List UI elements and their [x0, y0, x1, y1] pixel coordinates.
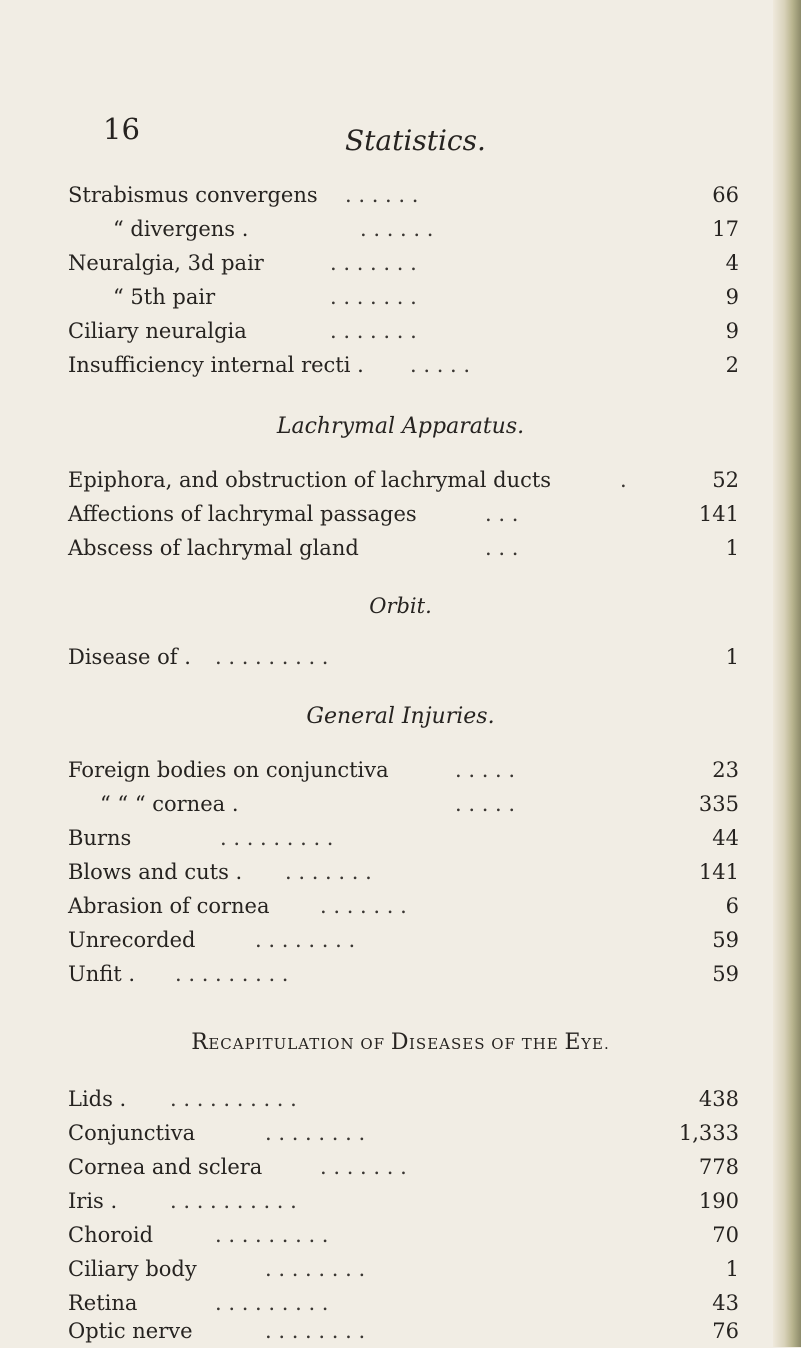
leader-dots: . . . . . . . . — [265, 1319, 366, 1343]
leader-dots: . . . . . . — [360, 217, 434, 241]
item-value: 76 — [712, 1319, 739, 1343]
heading-part: ECAPITULATION OF — [208, 1035, 391, 1053]
heading-part: R — [191, 1030, 209, 1055]
item-label: Unrecorded — [68, 928, 196, 952]
section-heading: Lachrymal Apparatus. — [276, 414, 525, 439]
item-value: 190 — [698, 1189, 739, 1213]
item-label: Abscess of lachrymal gland — [68, 536, 359, 560]
heading-part: YE. — [581, 1035, 610, 1053]
list-item — [0, 497, 801, 531]
item-label: Blows and cuts . — [68, 860, 243, 884]
item-value: 1,333 — [678, 1121, 739, 1145]
section-heading: Orbit. — [369, 594, 432, 618]
section-heading — [0, 1030, 801, 1055]
list-item — [0, 1218, 801, 1252]
list-item — [0, 753, 801, 787]
item-label: Abrasion of cornea — [68, 894, 270, 918]
item-label: Insufficiency internal recti . — [68, 353, 364, 377]
item-label: Choroid — [68, 1223, 154, 1247]
list-item — [0, 1082, 801, 1116]
item-label: Strabismus convergens — [68, 183, 318, 207]
leader-dots: . . . . . . . . . . — [170, 1087, 297, 1111]
list-item — [0, 1252, 801, 1286]
item-label: Epiphora, and obstruction of lachrymal ducts — [68, 468, 552, 492]
list-item — [0, 348, 801, 382]
leader-dots: . . . . . . . — [320, 1155, 407, 1179]
item-value: 43 — [712, 1291, 739, 1315]
leader-dots: . . . . . . . — [320, 894, 407, 918]
list-item — [0, 1314, 801, 1348]
list-item — [0, 280, 801, 314]
list-item — [0, 923, 801, 957]
item-label: “ divergens . — [113, 217, 249, 241]
item-value: 66 — [712, 183, 739, 207]
item-label: Conjunctiva — [68, 1121, 196, 1145]
item-value: 778 — [698, 1155, 739, 1179]
item-value: 9 — [725, 285, 739, 309]
leader-dots: . . . . . — [410, 353, 471, 377]
item-label: “ 5th pair — [113, 285, 216, 309]
item-label: Affections of lachrymal passages — [68, 502, 417, 526]
list-item — [0, 957, 801, 991]
item-value: 4 — [725, 251, 739, 275]
leader-dots: . . . . . . . — [330, 251, 417, 275]
list-item — [0, 821, 801, 855]
item-label: Neuralgia, 3d pair — [68, 251, 264, 275]
list-item — [0, 178, 801, 212]
item-value: 9 — [725, 319, 739, 343]
item-label: “ “ “ cornea . — [100, 792, 239, 816]
list-item — [0, 246, 801, 280]
page-number: 16 — [103, 112, 140, 146]
leader-dots: . . . . . . . — [285, 860, 372, 884]
item-label: Disease of . — [68, 645, 191, 669]
item-value: 1 — [725, 1257, 739, 1281]
item-value: 44 — [712, 826, 739, 850]
item-label: Burns — [68, 826, 132, 850]
list-item — [0, 314, 801, 348]
item-label: Lids . — [68, 1087, 127, 1111]
item-value: 438 — [698, 1087, 739, 1111]
heading-part: D — [390, 1030, 409, 1055]
item-value: 141 — [698, 502, 739, 526]
leader-dots: . — [620, 468, 627, 492]
leader-dots: . . . — [485, 536, 519, 560]
item-value: 70 — [712, 1223, 739, 1247]
list-item — [0, 1116, 801, 1150]
item-value: 59 — [712, 928, 739, 952]
item-label: Iris . — [68, 1189, 118, 1213]
leader-dots: . . . . . . . . . — [175, 962, 289, 986]
item-value: 335 — [698, 792, 739, 816]
list-item — [0, 1184, 801, 1218]
item-label: Retina — [68, 1291, 138, 1315]
leader-dots: . . . . . . . . — [265, 1121, 366, 1145]
leader-dots: . . . — [485, 502, 519, 526]
item-value: 59 — [712, 962, 739, 986]
leader-dots: . . . . . . . . — [265, 1257, 366, 1281]
item-value: 52 — [712, 468, 739, 492]
list-item — [0, 855, 801, 889]
leader-dots: . . . . . . . . . — [220, 826, 334, 850]
item-label: Ciliary neuralgia — [68, 319, 247, 343]
list-item — [0, 1150, 801, 1184]
item-value: 6 — [725, 894, 739, 918]
list-item — [0, 640, 801, 674]
list-item — [0, 463, 801, 497]
heading-part: E — [564, 1030, 582, 1055]
leader-dots: . . . . . . . — [330, 319, 417, 343]
item-value: 17 — [712, 217, 739, 241]
list-item — [0, 212, 801, 246]
leader-dots: . . . . . . . . . — [215, 1291, 329, 1315]
leader-dots: . . . . . . . — [330, 285, 417, 309]
leader-dots: . . . . . — [455, 792, 516, 816]
item-label: Unfit . — [68, 962, 136, 986]
list-item — [0, 889, 801, 923]
leader-dots: . . . . . . — [345, 183, 419, 207]
item-value: 141 — [698, 860, 739, 884]
leader-dots: . . . . . — [455, 758, 516, 782]
item-value: 1 — [725, 645, 739, 669]
item-label: Optic nerve — [68, 1319, 193, 1343]
leader-dots: . . . . . . . . . — [215, 1223, 329, 1247]
running-title: Statistics. — [345, 124, 486, 157]
leader-dots: . . . . . . . . . . — [170, 1189, 297, 1213]
item-label: Cornea and sclera — [68, 1155, 263, 1179]
item-value: 23 — [712, 758, 739, 782]
list-item — [0, 531, 801, 565]
leader-dots: . . . . . . . . — [255, 928, 356, 952]
item-label: Ciliary body — [68, 1257, 197, 1281]
list-item — [0, 787, 801, 821]
section-heading: General Injuries. — [306, 704, 495, 729]
item-value: 1 — [725, 536, 739, 560]
item-value: 2 — [725, 353, 739, 377]
heading-part: ISEASES OF THE — [409, 1035, 565, 1053]
item-label: Foreign bodies on conjunctiva — [68, 758, 389, 782]
leader-dots: . . . . . . . . . — [215, 645, 329, 669]
